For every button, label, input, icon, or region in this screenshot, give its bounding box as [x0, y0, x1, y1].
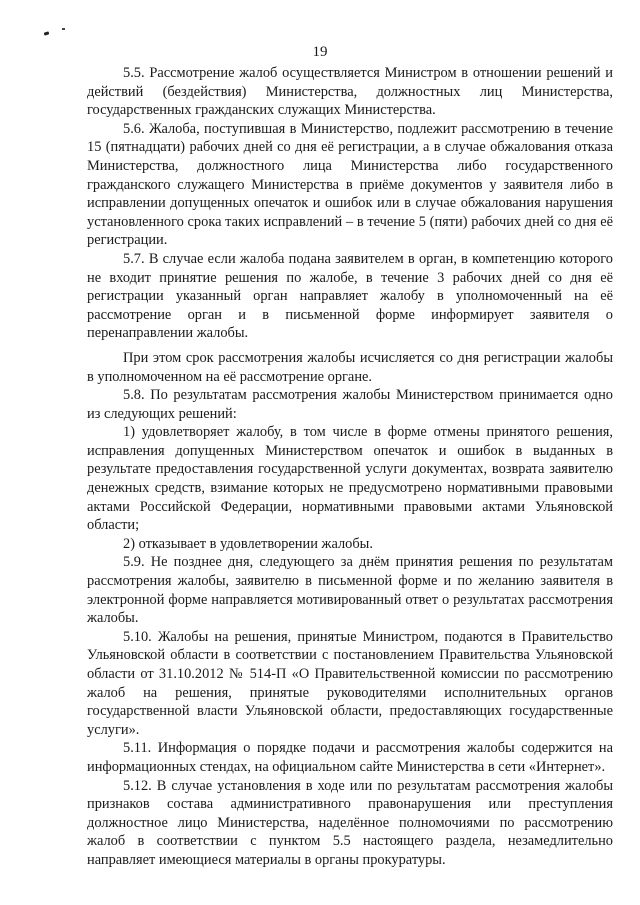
paragraph-5-8: 5.8. По результатам рассмотрения жалобы Министерством принимается одно из следующих решений: [87, 387, 613, 422]
paragraph-5-11: 5.11. Информация о порядке подачи и рассмотрения жалобы содержится на информационных стендах, на официальном сайте Министерства в сети «Интернет». [87, 740, 613, 775]
page-number: 19 [312, 44, 328, 60]
paragraph-5-10: 5.10. Жалобы на решения, принятые Министром, подаются в Правительство Ульяновской области в соответствии с постановлением Правительства Ульяновской области от 31.10.2012 № 514-П «О Правительственной комиссии по рассмотрению жалоб на решения, принятые руководителями исполнительных органов государственной власти Ульяновской области, предоставляющих государственные услуги». [87, 628, 613, 738]
paragraph-5-6: 5.6. Жалоба, поступившая в Министерство, подлежит рассмотрению в течение 15 (пятнадцати) рабочих дней со дня её регистрации, а в случае обжалования отказа Министерства, должностного лица Министерства либо государственного гражданского служащего Министерства в приёме документов у заявителя либо в исправлении допущенных опечаток и ошибок или в случае обжалования нарушения установленного срока таких исправлений – в течение 5 (пяти) рабочих дней со дня её регистрации. [87, 120, 613, 249]
scan-mark [62, 28, 65, 30]
paragraph-deadline-note: При этом срок рассмотрения жалобы исчисляется со дня регистрации жалобы в уполномоченном на её рассмотрение органе. [87, 349, 613, 385]
paragraph-5-9: 5.9. Не позднее дня, следующего за днём принятия решения по результатам рассмотрения жалобы, заявителю в письменной форме и по желанию заявителя в электронной форме направляется мотивированный ответ о результатах рассмотрения жалобы. [87, 554, 613, 627]
paragraph-5-12: 5.12. В случае установления в ходе или по результатам рассмотрения жалобы признаков состава административного правонарушения или преступления должностное лицо Министерства, наделённое полномочиями по рассмотрению жалоб в соответствии с пунктом 5.5 настоящего раздела, незамедлительно направляет имеющиеся материалы в органы прокуратуры. [87, 777, 613, 868]
decision-item-1: 1) удовлетворяет жалобу, в том числе в форме отмены принятого решения, исправления допущенных Министерством опечаток и ошибок в выданных в результате предоставления государственной услуги документах, возврата заявителю денежных средств, взимание которых не предусмотрено нормативными правовыми актами Российской Федерации, нормативными правовыми актами Ульяновской области; [87, 424, 613, 534]
scan-mark [44, 31, 50, 35]
paragraph-5-5: 5.5. Рассмотрение жалоб осуществляется Министром в отношении решений и действий (бездействия) Министерства, должностных лиц Министерства, государственных гражданских служащих Министерства. [87, 65, 613, 119]
paragraph-5-7: 5.7. В случае если жалоба подана заявителем в орган, в компетенцию которого не входит принятие решения по жалобе, в течение 3 рабочих дней со дня её регистрации указанный орган направляет жалобу в уполномоченный на её рассмотрение орган и в письменной форме информирует заявителя о перенаправлении жалобы. [87, 250, 613, 342]
document-body [87, 64, 613, 870]
decision-item-2: 2) отказывает в удовлетворении жалобы. [123, 535, 373, 552]
